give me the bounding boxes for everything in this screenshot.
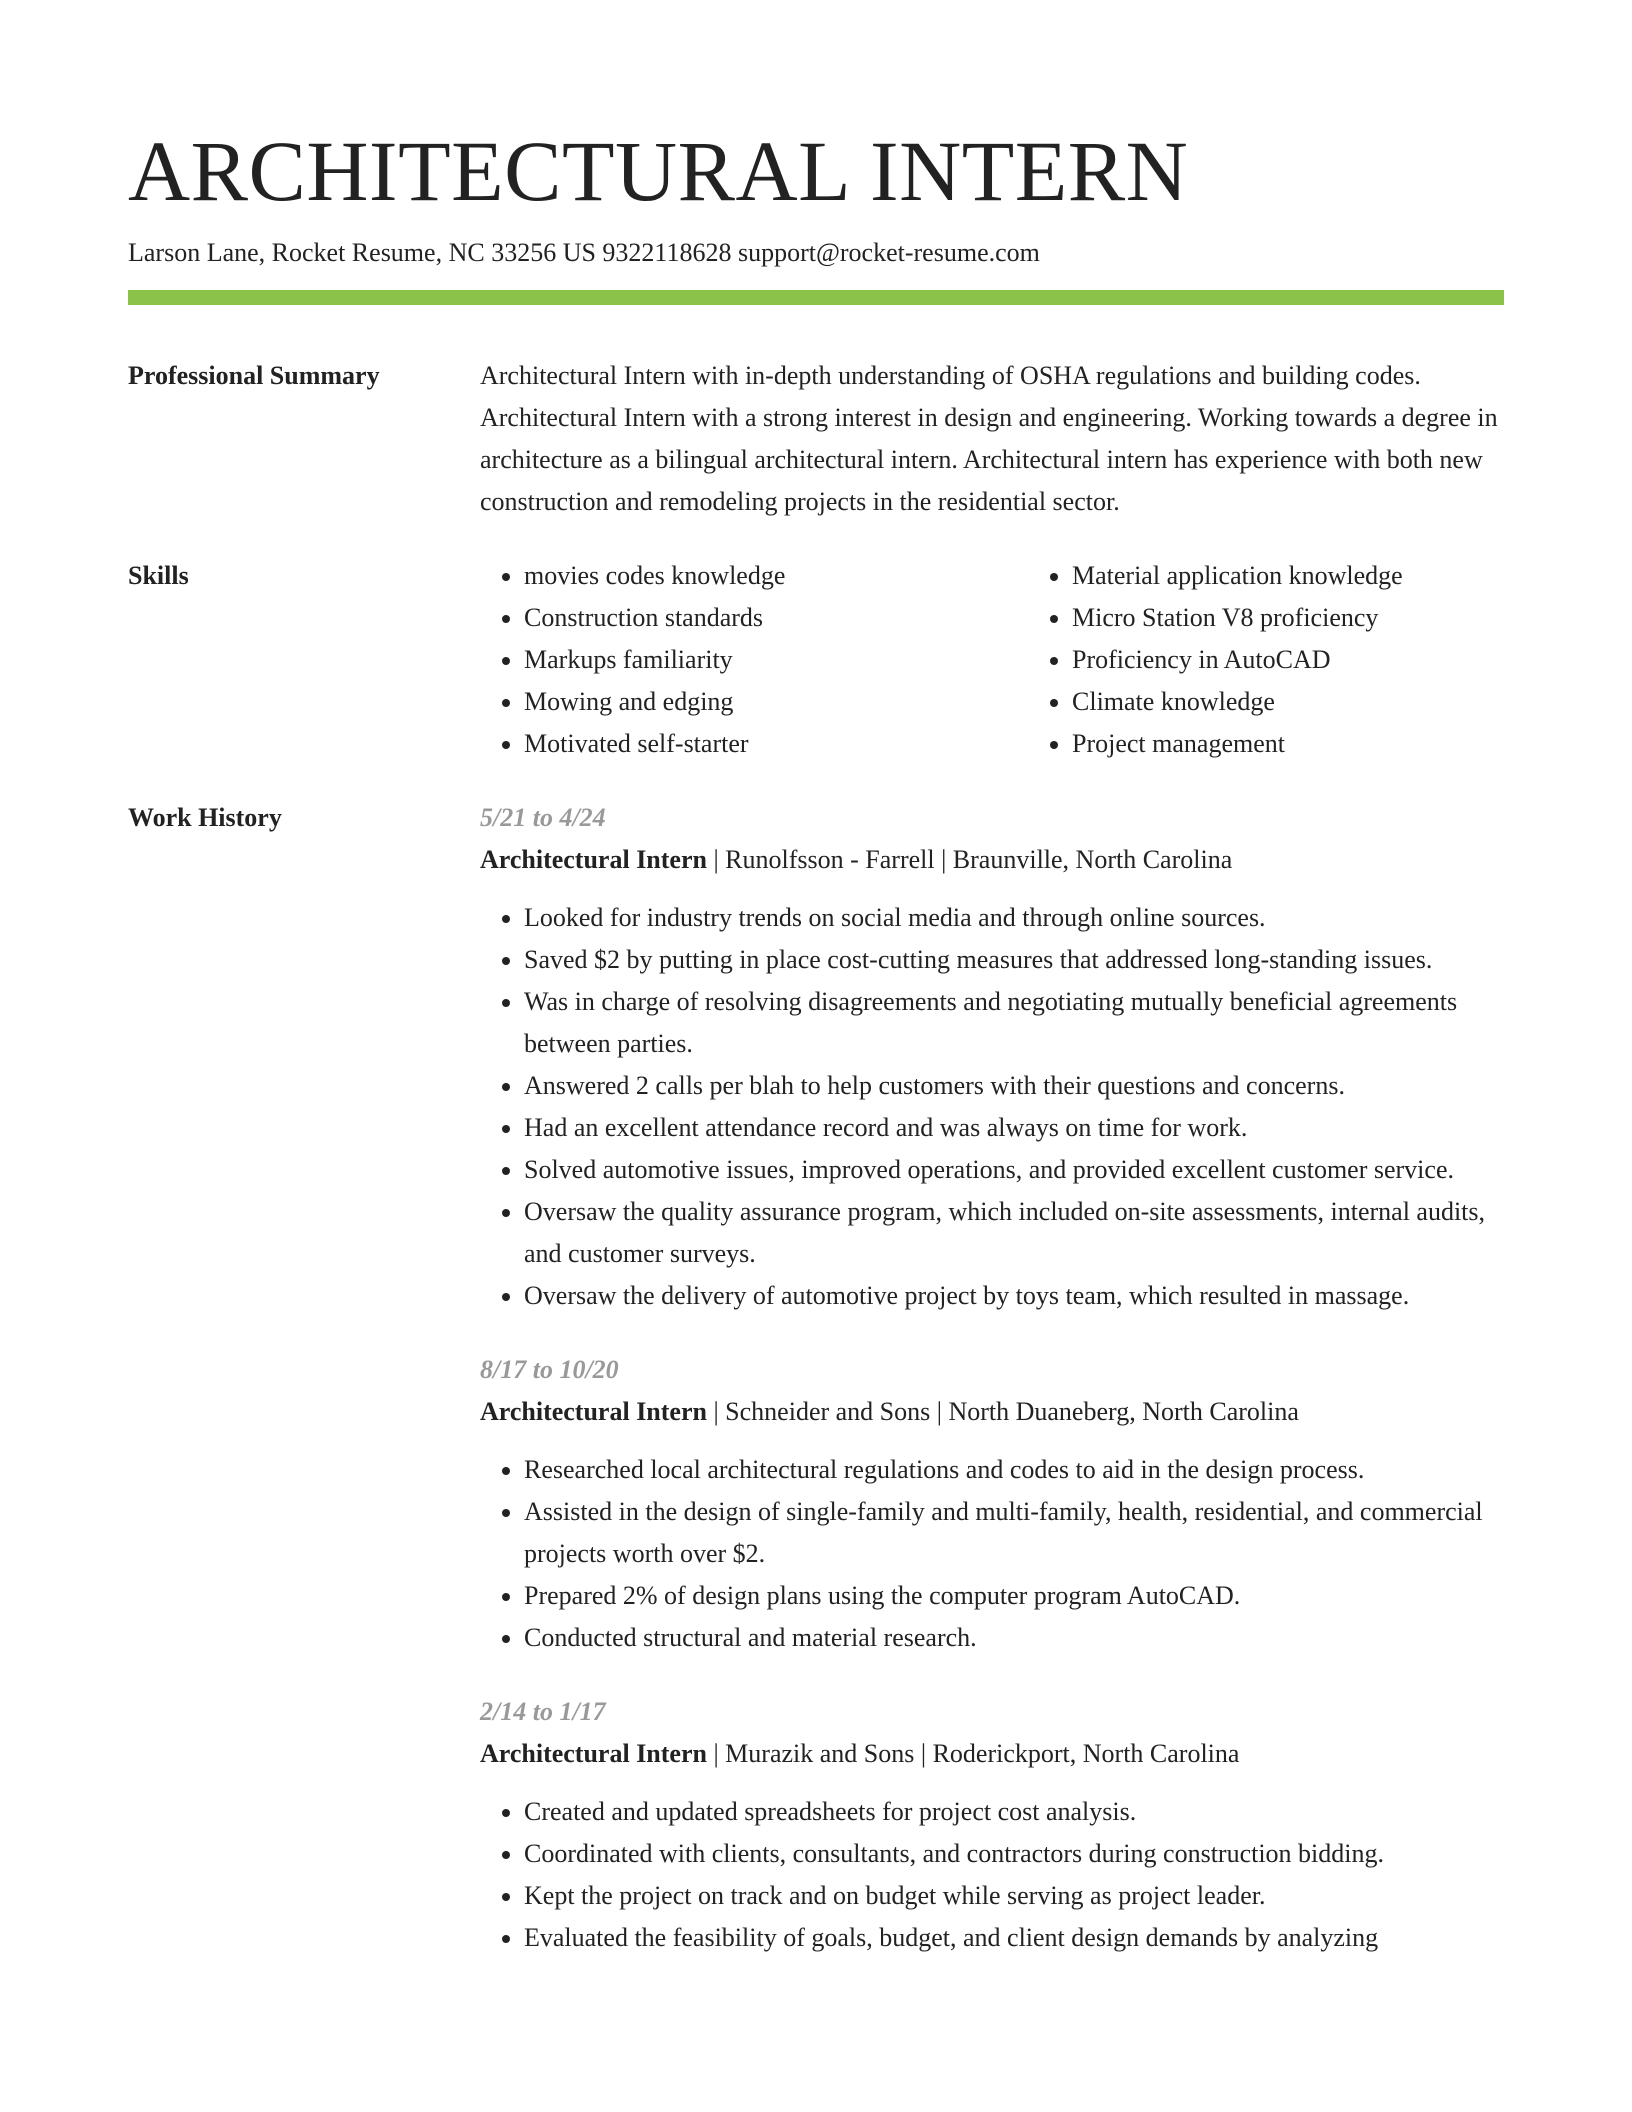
job-bullet: • Answered 2 calls per blah to help customers with their questions and concerns.: [524, 1065, 1504, 1107]
skill-item: • Material application knowledge: [1072, 555, 1576, 597]
skills-section: [128, 555, 1504, 765]
skills-column-right: [1028, 555, 1576, 765]
skills-grid: [480, 555, 1576, 765]
work-history-body: [480, 797, 1504, 1991]
section-label-summary: Professional Summary: [128, 361, 380, 390]
job-details: | Schneider and Sons | North Duaneberg, North Carolina: [706, 1397, 1299, 1426]
job-bullet: • Created and updated spreadsheets for project cost analysis.: [524, 1791, 1504, 1833]
accent-divider: [128, 290, 1504, 305]
job-title: Architectural Intern: [480, 845, 707, 874]
skill-item: • movies codes knowledge: [524, 555, 1028, 597]
skills-column-left: [480, 555, 1028, 765]
job-bullets: [480, 897, 1504, 1317]
summary-text: Architectural Intern with in-depth understanding of OSHA regulations and building codes. Architectural Intern with a strong interest in design and engineering. Working towards a degree in architecture as a bilingual architectural intern. Architectural intern has experience with both new construction and remodeling projects in the residential sector.: [480, 361, 1498, 516]
job-bullet: • Oversaw the quality assurance program, which included on-site assessments, internal audits, and customer surveys.: [524, 1191, 1504, 1275]
job-bullet: • Assisted in the design of single-family and multi-family, health, residential, and commercial projects worth over $2.: [524, 1491, 1504, 1575]
skill-item: • Climate knowledge: [1072, 681, 1576, 723]
job-title-line: [480, 1391, 1504, 1433]
job-title-line: [480, 1733, 1504, 1775]
job-bullet: • Prepared 2% of design plans using the computer program AutoCAD.: [524, 1575, 1504, 1617]
job-bullet: • Solved automotive issues, improved operations, and provided excellent customer service.: [524, 1149, 1504, 1191]
job-bullets: [480, 1791, 1504, 1959]
job-bullet: • Was in charge of resolving disagreements and negotiating mutually beneficial agreements between parties.: [524, 981, 1504, 1065]
section-label-work-history: Work History: [128, 803, 282, 832]
job-bullet: • Conducted structural and material research.: [524, 1617, 1504, 1659]
job-bullet: • Researched local architectural regulations and codes to aid in the design process.: [524, 1449, 1504, 1491]
job-bullet: • Saved $2 by putting in place cost-cutting measures that addressed long-standing issues.: [524, 939, 1504, 981]
job-entry: [480, 1349, 1504, 1659]
job-dates: 5/21 to 4/24: [480, 803, 606, 832]
summary-body: [480, 355, 1504, 523]
job-title-line: [480, 839, 1504, 881]
section-label-skills: Skills: [128, 561, 189, 590]
job-title: Architectural Intern: [480, 1397, 707, 1426]
job-bullet: • Looked for industry trends on social media and through online sources.: [524, 897, 1504, 939]
job-title: Architectural Intern: [480, 1739, 707, 1768]
skill-item: • Micro Station V8 proficiency: [1072, 597, 1576, 639]
job-bullet: • Coordinated with clients, consultants, and contractors during construction bidding.: [524, 1833, 1504, 1875]
job-bullet: • Kept the project on track and on budget while serving as project leader.: [524, 1875, 1504, 1917]
job-dates: 8/17 to 10/20: [480, 1355, 619, 1384]
skill-item: • Motivated self-starter: [524, 723, 1028, 765]
job-bullet: • Had an excellent attendance record and was always on time for work.: [524, 1107, 1504, 1149]
skill-item: • Proficiency in AutoCAD: [1072, 639, 1576, 681]
candidate-name: ARCHITECTURAL INTERN: [128, 123, 1189, 219]
job-entry: [480, 797, 1504, 1317]
job-entry: [480, 1691, 1504, 1959]
skill-item: • Mowing and edging: [524, 681, 1028, 723]
job-bullet: • Evaluated the feasibility of goals, budget, and client design demands by analyzing: [524, 1917, 1504, 1959]
skill-item: • Construction standards: [524, 597, 1028, 639]
job-bullets: [480, 1449, 1504, 1659]
skill-item: • Markups familiarity: [524, 639, 1028, 681]
job-dates: 2/14 to 1/17: [480, 1697, 606, 1726]
professional-summary-section: [128, 355, 1504, 523]
work-history-section: [128, 797, 1504, 1991]
contact-line: Larson Lane, Rocket Resume, NC 33256 US 9322118628 support@rocket-resume.com: [128, 238, 1040, 267]
job-bullet: • Oversaw the delivery of automotive project by toys team, which resulted in massage.: [524, 1275, 1504, 1317]
job-details: | Runolfsson - Farrell | Braunville, North Carolina: [706, 845, 1233, 874]
resume-page: [128, 0, 1504, 1991]
skill-item: • Project management: [1072, 723, 1576, 765]
job-details: | Murazik and Sons | Roderickport, North Carolina: [706, 1739, 1240, 1768]
